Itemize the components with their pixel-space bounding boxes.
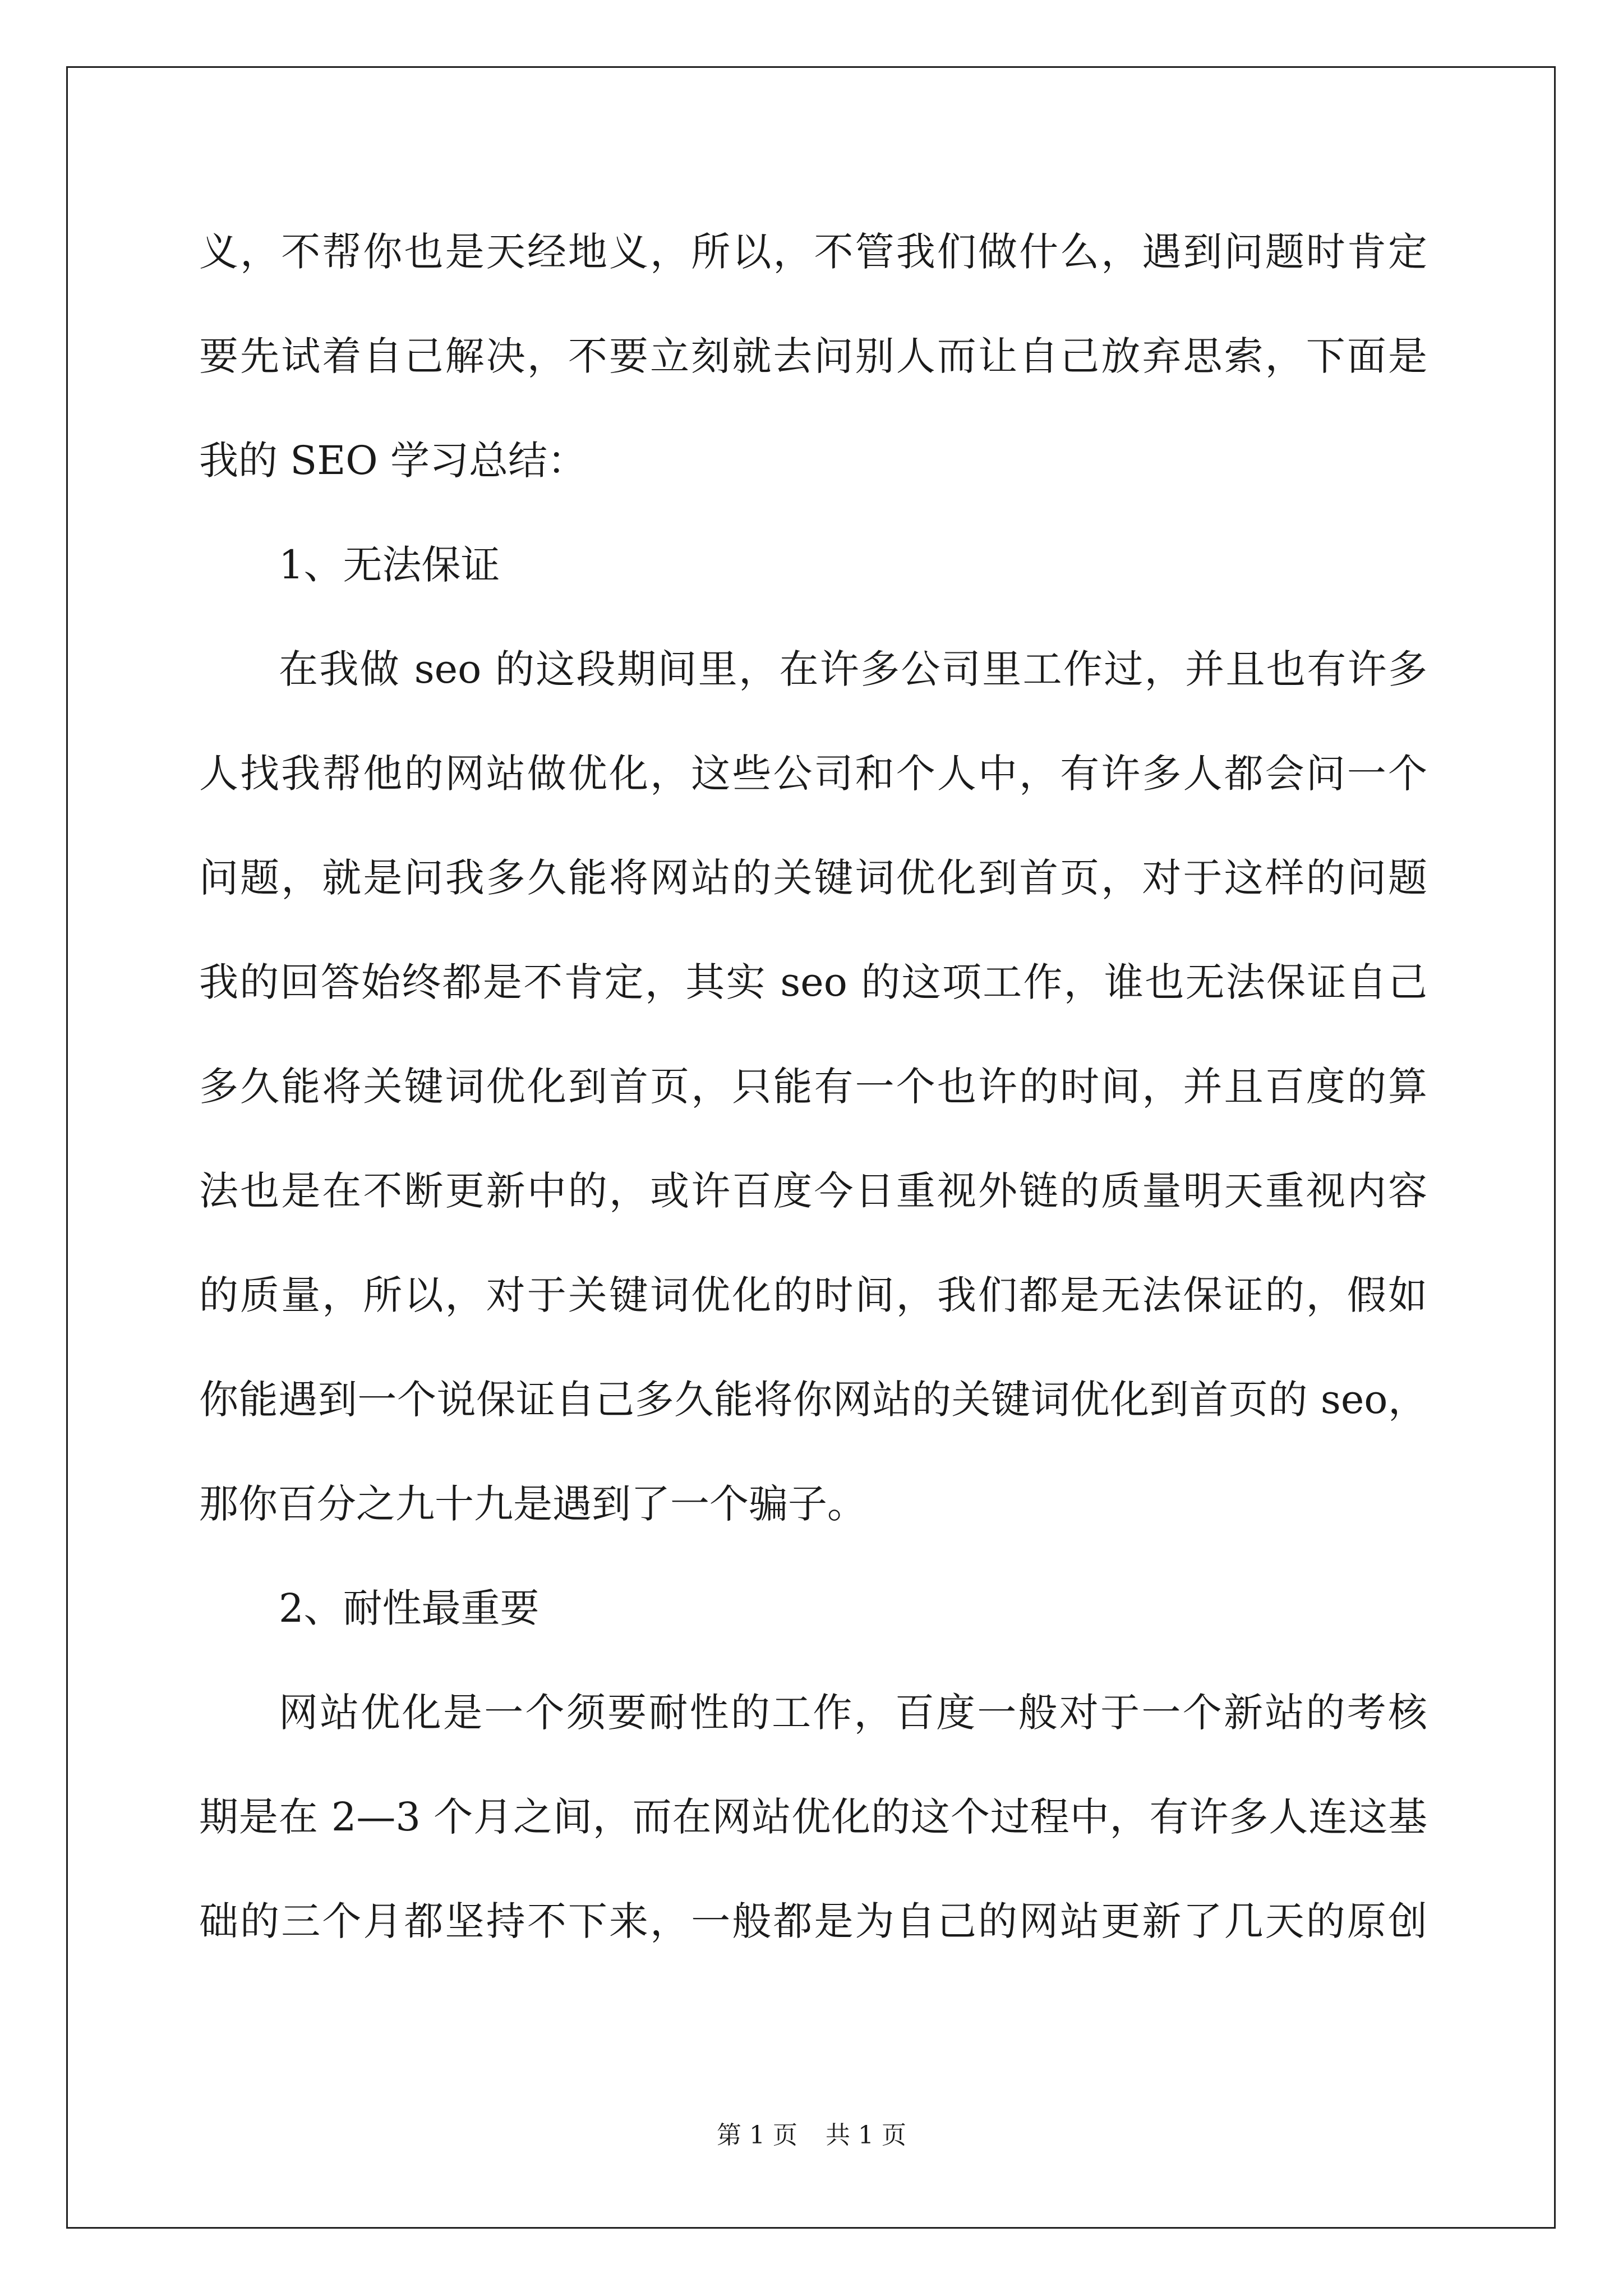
text-line-11: 的质量，所以，对于关键词优化的时间，我们都是无法保证的，假如 [199, 1272, 1427, 1318]
text-line-7: 问题，就是问我多久能将网站的关键词优化到首页，对于这样的问题 [199, 855, 1427, 901]
text-line-3: 我的 SEO 学习总结： [199, 438, 587, 484]
page-total: 共 1 页 [826, 2121, 906, 2150]
page-number: 第 1 页 [717, 2121, 797, 2150]
page-footer [0, 2115, 1623, 2151]
text-line-2: 要先试着自己解决，不要立刻就去问别人而让自己放弃思索，下面是 [199, 333, 1427, 379]
text-line-8: 我的回答始终都是不肯定，其实 seo 的这项工作，谁也无法保证自己 [199, 959, 1427, 1005]
section-heading-2: 2、耐性最重要 [279, 1585, 540, 1631]
text-line-5: 在我做 seo 的这段期间里，在许多公司里工作过，并且也有许多 [279, 646, 1427, 692]
text-line-13: 那你百分之九十九是遇到了一个骗子。 [199, 1481, 866, 1527]
text-line-17: 础的三个月都坚持不下来，一般都是为自己的网站更新了几天的原创 [199, 1898, 1427, 1944]
text-line-15: 网站优化是一个须要耐性的工作，百度一般对于一个新站的考核 [279, 1690, 1427, 1736]
text-line-10: 法也是在不断更新中的，或许百度今日重视外链的质量明天重视内容 [199, 1168, 1427, 1214]
text-line-6: 人找我帮他的网站做优化，这些公司和个人中，有许多人都会问一个 [199, 751, 1427, 797]
text-line-9: 多久能将关键词优化到首页，只能有一个也许的时间，并且百度的算 [199, 1064, 1427, 1110]
text-line-16: 期是在 2—3 个月之间，而在网站优化的这个过程中，有许多人连这基 [199, 1794, 1427, 1840]
section-heading-1: 1、无法保证 [279, 542, 500, 588]
text-line-12: 你能遇到一个说保证自己多久能将你网站的关键词优化到首页的 seo， [199, 1377, 1427, 1423]
text-line-1: 义，不帮你也是天经地义，所以，不管我们做什么，遇到问题时肯定 [199, 229, 1427, 275]
document-body [199, 216, 1427, 1990]
